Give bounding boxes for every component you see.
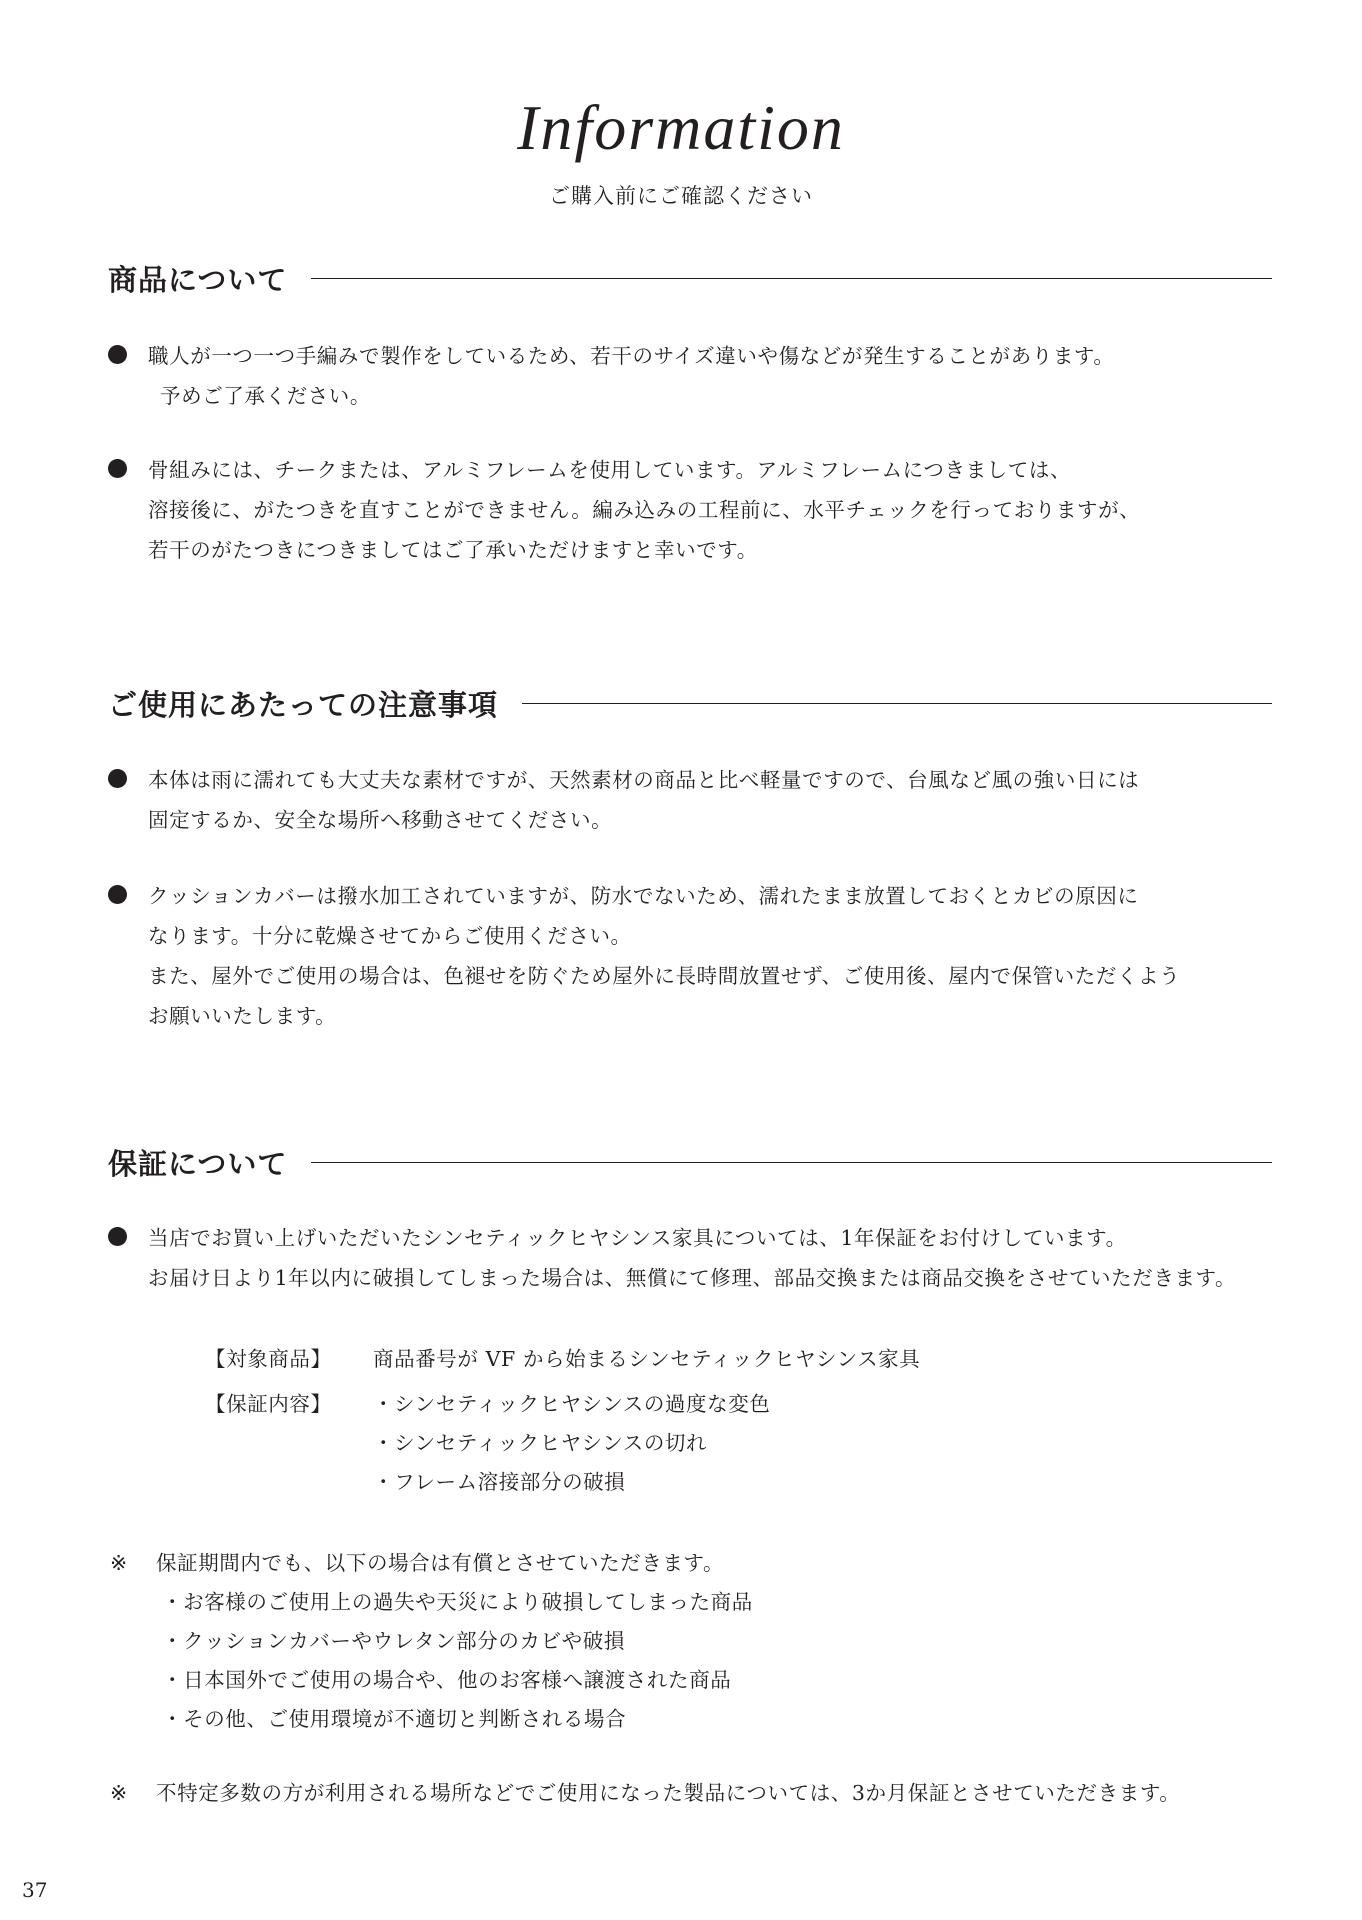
note-text: 不特定多数の方が利用される場所などでご使用になった製品については、3か月保証とさせていただきます。 xyxy=(156,1781,1181,1805)
bullet-dot-icon xyxy=(108,769,127,788)
reference-mark-icon: ※ xyxy=(110,1781,128,1805)
coverage-item: ・シンセティックヒヤシンスの切れ xyxy=(373,1431,708,1455)
bullet-dot-icon xyxy=(108,459,127,478)
note-item: ・クッションカバーやウレタン部分のカビや破損 xyxy=(162,1629,625,1653)
paragraph-line: 若干のがたつきにつきましてはご了承いただけますと幸いです。 xyxy=(148,538,758,562)
heading-rule xyxy=(311,278,1272,279)
paragraph-line: 本体は雨に濡れても大丈夫な素材ですが、天然素材の商品と比べ軽量ですので、台風など風の強い日には xyxy=(148,768,1140,792)
warranty-coverage xyxy=(205,1340,920,1502)
page-number: 37 xyxy=(22,1878,48,1902)
note-item: ・その他、ご使用環境が不適切と判断される場合 xyxy=(162,1707,627,1731)
note-item: ・日本国外でご使用の場合や、他のお客様へ譲渡された商品 xyxy=(162,1668,732,1692)
warranty-note xyxy=(110,1544,1340,1739)
coverage-item: ・シンセティックヒヤシンスの過度な変色 xyxy=(373,1392,771,1416)
section-heading-usage-notes xyxy=(108,681,1272,725)
reference-mark-icon: ※ xyxy=(110,1551,128,1575)
note-item: ・お客様のご使用上の過失や天災により破損してしまった商品 xyxy=(162,1590,753,1614)
bullet-paragraph xyxy=(108,760,1338,840)
coverage-target-row xyxy=(205,1340,920,1379)
bullet-dot-icon xyxy=(108,1227,127,1246)
section-heading-label: 商品について xyxy=(108,262,288,297)
coverage-item: ・フレーム溶接部分の破損 xyxy=(373,1470,626,1494)
coverage-content-key: 【保証内容】 xyxy=(205,1392,332,1416)
paragraph-line: 職人が一つ一つ手編みで製作をしているため、若干のサイズ違いや傷などが発生することがあります。 xyxy=(148,344,1115,368)
section-heading-product xyxy=(108,256,1272,300)
warranty-note xyxy=(110,1774,1340,1813)
section-heading-label: 保証について xyxy=(108,1146,288,1181)
paragraph-line: 固定するか、安全な場所へ移動させてください。 xyxy=(148,808,613,832)
paragraph-line: クッションカバーは撥水加工されていますが、防水でないため、濡れたまま放置しておくとカビの原因に xyxy=(148,884,1139,908)
bullet-dot-icon xyxy=(108,345,127,364)
coverage-content-row xyxy=(205,1385,920,1502)
heading-rule xyxy=(522,703,1272,704)
paragraph-line: 溶接後に、がたつきを直すことができません。編み込みの工程前に、水平チェックを行っておりますが、 xyxy=(148,498,1141,522)
bullet-paragraph xyxy=(108,876,1338,1036)
bullet-paragraph xyxy=(108,450,1338,570)
coverage-target-key: 【対象商品】 xyxy=(205,1347,332,1371)
paragraph-line: 骨組みには、チークまたは、アルミフレームを使用しています。アルミフレームにつきましては、 xyxy=(148,458,1072,482)
section-heading-warranty xyxy=(108,1140,1272,1184)
paragraph-line: なります。十分に乾燥させてからご使用ください。 xyxy=(148,924,632,948)
note-text: 保証期間内でも、以下の場合は有償とさせていただきます。 xyxy=(156,1551,725,1575)
bullet-paragraph xyxy=(108,1218,1338,1298)
bullet-dot-icon xyxy=(108,885,127,904)
paragraph-line: お願いいたします。 xyxy=(148,1004,337,1028)
paragraph-line: 当店でお買い上げいただいたシンセティックヒヤシンス家具については、1年保証をお付けしています。 xyxy=(148,1226,1127,1250)
section-heading-label: ご使用にあたっての注意事項 xyxy=(108,687,499,722)
paragraph-line: 予めご了承ください。 xyxy=(160,384,371,408)
heading-rule xyxy=(311,1162,1272,1163)
page-subtitle: ご購入前にご確認ください xyxy=(549,184,813,208)
paragraph-line: お届け日より1年以内に破損してしまった場合は、無償にて修理、部品交換または商品交換をさせていただきます。 xyxy=(148,1266,1237,1290)
coverage-target-value: 商品番号が VF から始まるシンセティックヒヤシンス家具 xyxy=(373,1347,921,1371)
paragraph-line: また、屋外でご使用の場合は、色褪せを防ぐため屋外に長時間放置せず、ご使用後、屋内で保管いただくよう xyxy=(148,964,1181,988)
bullet-paragraph xyxy=(108,336,1338,416)
page-title: Information xyxy=(517,92,845,163)
